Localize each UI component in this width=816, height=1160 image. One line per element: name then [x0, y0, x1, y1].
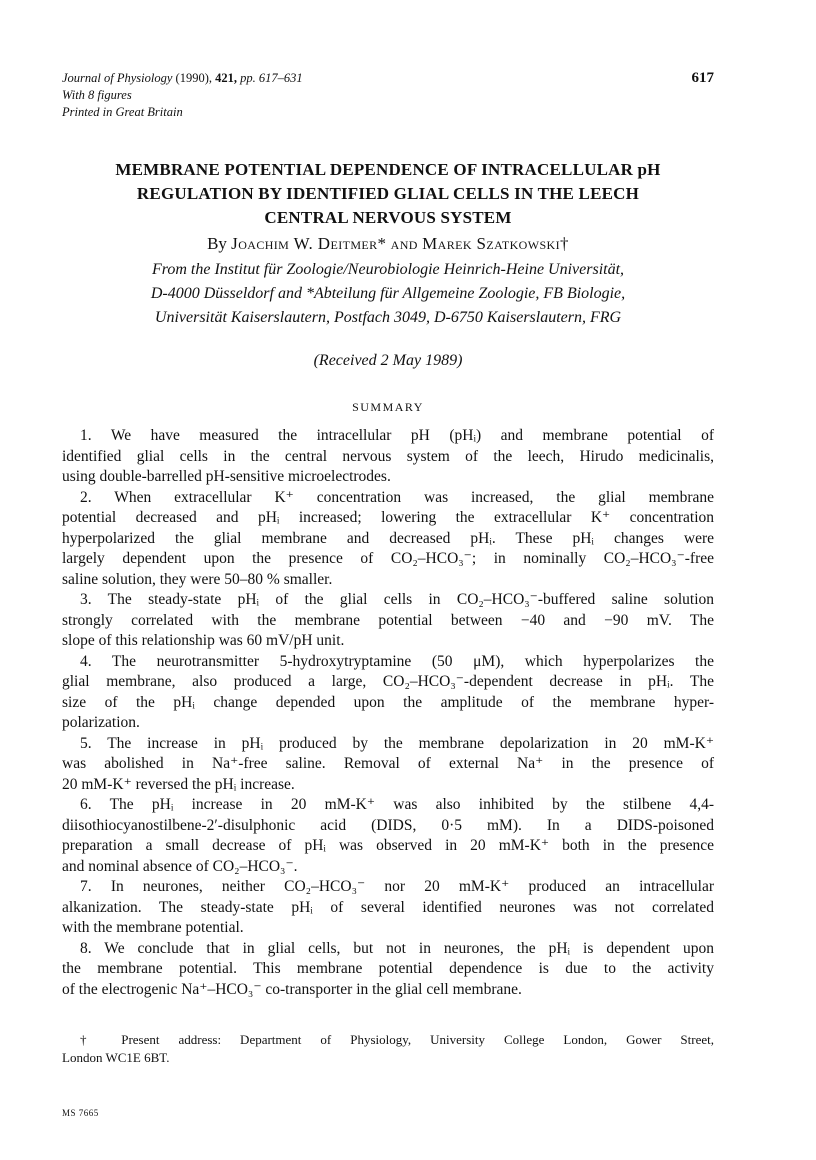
paragraph-line: 5. The increase in pHᵢ produced by the membrane depolarization in 20 mM-K⁺ [80, 734, 714, 752]
manuscript-number: MS 7665 [62, 1108, 99, 1118]
summary-paragraph [62, 426, 714, 488]
authors-line [62, 233, 714, 255]
title-line: CENTRAL NERVOUS SYSTEM [264, 208, 512, 227]
footnote-line: London WC1E 6BT. [62, 1050, 170, 1065]
and-label: and [390, 234, 418, 253]
figures-count: With 8 figures [62, 88, 132, 102]
footnote [62, 1031, 714, 1067]
paragraph-line: 8. We conclude that in glial cells, but not in neurones, the pHᵢ is dependent upon [80, 939, 714, 957]
paragraph-line: strongly correlated with the membrane potential between −40 and −90 mV. The [62, 611, 714, 629]
paragraph-line: saline solution, they were 50–80 % smaller. [62, 570, 333, 588]
paragraph-line: 1. We have measured the intracellular pH (pHᵢ) and membrane potential of [80, 427, 714, 444]
paragraph-line: the membrane potential. This membrane potential dependence is due to the activity [62, 960, 714, 977]
summary-paragraph [62, 877, 714, 939]
title-line: REGULATION BY IDENTIFIED GLIAL CELLS IN THE LEECH [136, 184, 640, 203]
footnote-line: † Present address: Department of Physiology, University College London, Gower Street, [80, 1032, 714, 1047]
paragraph-line: diisothiocyanostilbene-2′-disulphonic acid (DIDS, 0·5 mM). In a DIDS-poisoned [62, 816, 714, 834]
paragraph-line: 2. When extracellular K⁺ concentration was increased, the glial membrane [80, 488, 714, 506]
journal-citation-line [62, 70, 712, 87]
summary-paragraph [62, 795, 714, 877]
summary-paragraph [62, 939, 714, 1001]
received-date: (Received 2 May 1989) [313, 352, 463, 369]
paragraph-line: was abolished in Na⁺-free saline. Removal of external Na⁺ in the presence of [62, 755, 714, 772]
paragraph-line: using double-barrelled pH-sensitive microelectrodes. [62, 468, 391, 485]
paragraph-line: of the electrogenic Na⁺–HCO₃⁻ co-transporter in the glial cell membrane. [62, 980, 522, 998]
paragraph-line: slope of this relationship was 60 mV/pH unit. [62, 632, 345, 649]
journal-year: (1990), [175, 71, 212, 85]
affiliation-line: From the Institut für Zoologie/Neurobiologie Heinrich-Heine Universität, [151, 261, 625, 278]
by-label: By [207, 234, 227, 253]
paragraph-line: hyperpolarized the glial membrane and decreased pHᵢ. These pHᵢ changes were [62, 529, 714, 547]
paragraph-line: polarization. [62, 714, 140, 731]
journal-name: Journal of Physiology [62, 71, 173, 85]
paragraph-line: size of the pHᵢ change depended upon the amplitude of the membrane hyper- [62, 693, 714, 711]
paragraph-line: identified glial cells in the central nervous system of the leech, Hirudo medicinalis, [62, 447, 714, 465]
paragraph-line: potential decreased and pHᵢ increased; lowering the extracellular K⁺ concentration [62, 509, 714, 526]
affiliation-line: Universität Kaiserslautern, Postfach 3049, D-6750 Kaiserslautern, FRG [154, 309, 622, 326]
affiliation [62, 258, 714, 330]
paragraph-line: largely dependent upon the presence of CO₂–HCO₃⁻; in nominally CO₂–HCO₃⁻-free [62, 550, 714, 567]
paragraph-line: alkanization. The steady-state pHᵢ of several identified neurones was not correlated [62, 898, 714, 916]
title-line: MEMBRANE POTENTIAL DEPENDENCE OF INTRACELLULAR pH [115, 160, 661, 179]
summary-paragraph [62, 652, 714, 734]
journal-pages: pp. 617–631 [240, 71, 303, 85]
paragraph-line: and nominal absence of CO₂–HCO₃⁻. [62, 857, 298, 875]
summary-heading: SUMMARY [352, 400, 424, 414]
paragraph-line: 20 mM-K⁺ reversed the pHᵢ increase. [62, 775, 295, 793]
paper-title [62, 158, 714, 230]
paragraph-line: with the membrane potential. [62, 919, 244, 936]
summary-paragraph [62, 488, 714, 591]
journal-header [62, 70, 712, 121]
author-name: Joachim W. Deitmer* [231, 234, 387, 253]
page-number: 617 [691, 70, 714, 86]
paragraph-line: 7. In neurones, neither CO₂–HCO₃⁻ nor 20 mM-K⁺ produced an intracellular [80, 878, 714, 895]
paragraph-line: 4. The neurotransmitter 5-hydroxytryptamine (50 μM), which hyperpolarizes the [80, 652, 714, 670]
paragraph-line: 3. The steady-state pHᵢ of the glial cells in CO₂–HCO₃⁻-buffered saline solution [80, 591, 714, 608]
printed-in: Printed in Great Britain [62, 105, 183, 119]
affiliation-line: D-4000 Düsseldorf and *Abteilung für Allgemeine Zoologie, FB Biologie, [150, 285, 626, 302]
summary-body [62, 426, 714, 1000]
journal-volume: 421, [215, 71, 237, 85]
summary-paragraph [62, 590, 714, 652]
author-name: Marek Szatkowski† [422, 234, 569, 253]
paragraph-line: 6. The pHᵢ increase in 20 mM-K⁺ was also inhibited by the stilbene 4,4- [80, 796, 714, 813]
paragraph-line: preparation a small decrease of pHᵢ was observed in 20 mM-K⁺ both in the presence [62, 837, 714, 854]
summary-paragraph [62, 734, 714, 796]
paragraph-line: glial membrane, also produced a large, CO₂–HCO₃⁻-dependent decrease in pHᵢ. The [62, 673, 714, 690]
